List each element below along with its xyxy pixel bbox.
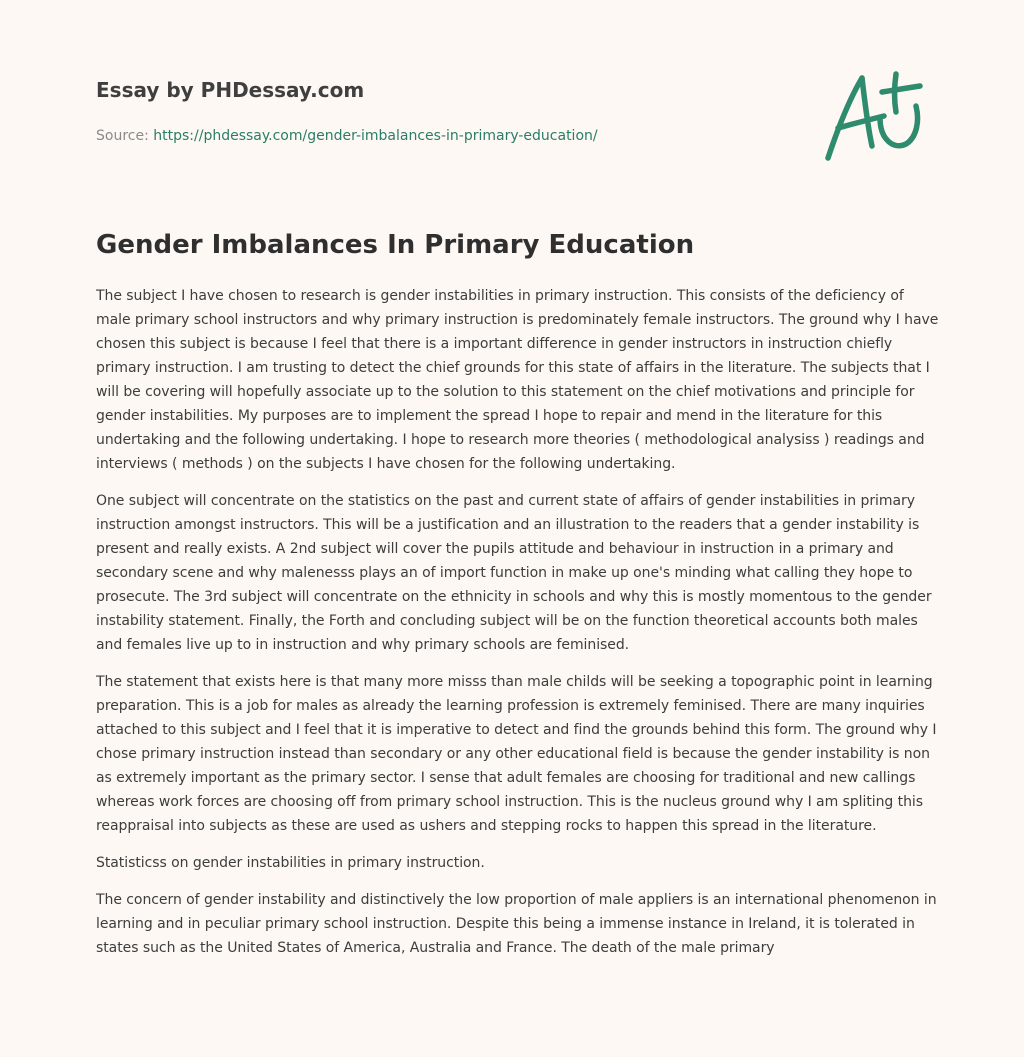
source-label: Source: — [96, 128, 154, 144]
essay-title: Gender Imbalances In Primary Education — [96, 230, 695, 260]
essay-content — [96, 284, 940, 973]
essay-paragraph: The statement that exists here is that many more misss than male childs will be seeking a topographic point in learning preparation. This is a job for males as already the learning profession is extremely feminised. There are many inquiries attached to this subject and I feel that it is imperative to detect and find the grounds behind this form. The ground why I chose primary instruction instead than secondary or any other educational field is because the gender instability is non as extremely important as the primary sector. I sense that adult females are choosing for traditional and new callings whereas work forces are choosing off from primary school instruction. This is the nucleus ground why I am spliting this reappraisal into subjects as these are used as ushers and stepping rocks to happen this spread in the literature. — [96, 674, 937, 834]
site-title: Essay by PHDessay.com — [96, 78, 365, 102]
essay-paragraph: The concern of gender instability and distinctively the low proportion of male appliers is an international phenomenon in learning and in peculiar primary school instruction. Despite this being a immense instance in Ireland, it is tolerated in states such as the United States of America, Australia and France. The death of the male primary — [96, 892, 937, 956]
source-line — [96, 126, 736, 146]
a-plus-logo-icon — [818, 66, 930, 166]
essay-paragraph: Statisticss on gender instabilities in primary instruction. — [96, 855, 485, 871]
page-header — [96, 76, 736, 146]
source-link[interactable]: https://phdessay.com/gender-imbalances-in-primary-education/ — [153, 128, 598, 144]
essay-paragraph: One subject will concentrate on the statistics on the past and current state of affairs of gender instabilities in primary instruction amongst instructors. This will be a justification and an illustration to the readers that a gender instability is present and really exists. A 2nd subject will cover the pupils attitude and behaviour in instruction in a primary and secondary scene and why malenesss plays an of import function in make up one's minding what calling they hope to prosecute. The 3rd subject will concentrate on the ethnicity in schools and why this is mostly momentous to the gender instability statement. Finally, the Forth and concluding subject will be on the function theoretical accounts both males and females live up to in instruction and why primary schools are feminised. — [96, 493, 932, 653]
essay-paragraph: The subject I have chosen to research is gender instabilities in primary instruction. This consists of the deficiency of male primary school instructors and why primary instruction is predominately female instructors. The ground why I have chosen this subject is because I feel that there is a important difference in gender instructors in instruction chiefly primary instruction. I am trusting to detect the chief grounds for this state of affairs in the literature. The subjects that I will be covering will hopefully associate up to the solution to this statement on the chief motivations and principle for gender instabilities. My purposes are to implement the spread I hope to repair and mend in the literature for this undertaking and the following undertaking. I hope to research more theories ( methodological analysiss ) readings and interviews ( methods ) on the subjects I have chosen for the following undertaking. — [96, 288, 939, 472]
